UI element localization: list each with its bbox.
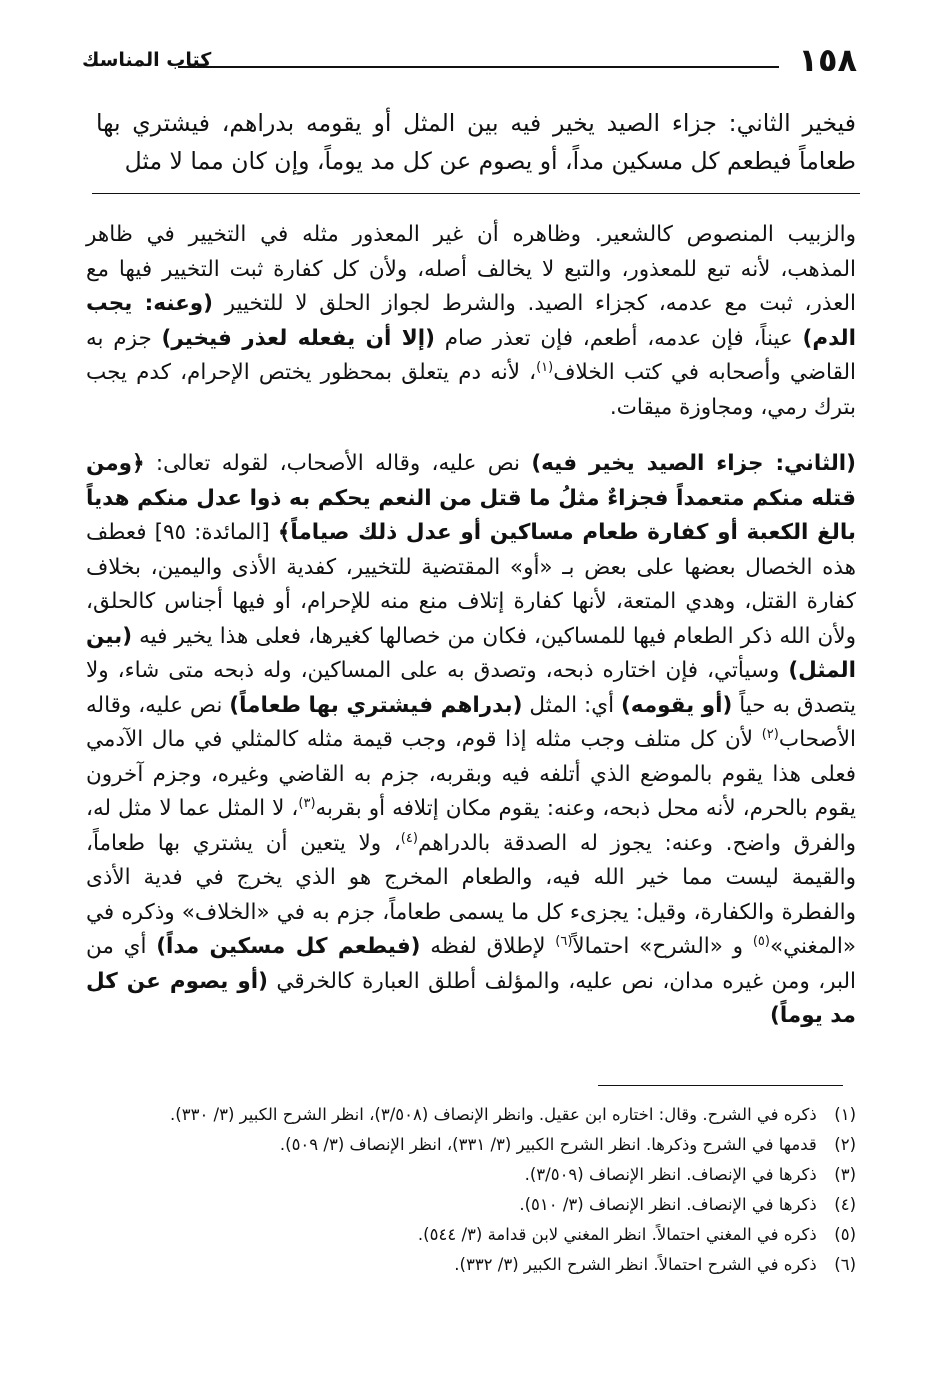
footnote-text: ذكرها في الإنصاف. انظر الإنصاف (٣/ ٥١٠).	[519, 1195, 817, 1214]
bold-run: (الثاني: جزاء الصيد يخير فيه)	[531, 451, 856, 476]
text-run: نص عليه، وقاله الأصحاب، لقوله تعالى:	[144, 451, 532, 476]
page-header	[82, 40, 857, 80]
footnote-number: (٢)	[834, 1135, 856, 1154]
text-run: عيناً، فإن عدمه، أطعم، فإن تعذر صام	[434, 325, 803, 351]
footnote-ref: (١)	[536, 359, 554, 375]
footnote-item	[96, 1250, 856, 1280]
footnote-ref: (٤)	[400, 830, 418, 846]
footnote-number: (٤)	[834, 1195, 856, 1214]
text-run: ، ولا يتعين أن يشتري بها طعاماً، والقيمة ليست مما خير الله فيه، والطعام المخرج هو الذي يخرج في فدية الأذى والفطرة والكفارة، وقيل: يجزىء كل ما يسمى طعاماً، جزم به في «الخلاف» وذكره في «المغني»	[86, 830, 857, 959]
text-run: لإطلاق لفظه	[420, 934, 556, 959]
footnote-item	[96, 1160, 856, 1190]
footnote-ref: (٦)	[555, 933, 573, 949]
text-run: لأن كل متلف وجب مثله إذا قوم، وجب قيمة مثله كالمثلي في مال الآدمي فعلى هذا يقوم بالموضع الذي أتلفه فيه وبقربه، جزم به القاضي وغيره، وجزم آخرون يقوم بالحرم، لأنه محل ذبحه، وعنه: يقوم مكان إتلافه أو بقربه	[86, 727, 856, 821]
bold-run: (بدراهم فيشتري بها طعاماً)	[229, 692, 523, 718]
text-run: أي من البر، ومن غيره مدان، نص عليه، والمؤلف أطلق العبارة كالخرقي	[86, 934, 857, 994]
text-run: نص عليه، وقاله الأصحاب	[86, 692, 856, 752]
bold-run: (فيطعم كل مسكين مداً)	[156, 934, 421, 959]
quran-verse: ﴿ومن قتله منكم متعمداً فجزاءٌ مثلُ ما قتل من النعم يحكم به ذوا عدل منكم هدياً بالغ الكعبة أو كفارة طعام مساكين أو عدل ذلك صياماً﴾	[86, 451, 857, 545]
footnote-ref: (٣)	[298, 795, 316, 811]
footnote-text: ذكره في الشرح احتمالاً. انظر الشرح الكبير (٣/ ٣٣٢).	[454, 1255, 817, 1274]
footnote-item	[96, 1100, 856, 1130]
footnote-text: قدمها في الشرح وذكرها. انظر الشرح الكبير (٣/ ٣٣١)، انظر الإنصاف (٣/ ٥٠٩).	[279, 1135, 817, 1154]
matn-text: فيخير الثاني: جزاء الصيد يخير فيه بين المثل أو يقومه بدراهم، فيشتري بها طعاماً فيطعم كل مسكين مداً، أو يصوم عن كل مد يوماً، وإن كان مما لا مثل	[96, 109, 856, 175]
footnote-number: (٦)	[834, 1255, 856, 1274]
footnote-ref: (٥)	[752, 933, 770, 949]
footnote-rule	[598, 1085, 843, 1086]
bold-run: (أو يصوم عن كل مد يوماً)	[86, 968, 856, 1028]
footnote-number: (٣)	[834, 1165, 856, 1184]
text-run: جزم به القاضي وأصحابه في كتب الخلاف	[86, 325, 856, 385]
bold-run: (أو يقومه)	[620, 692, 733, 718]
matn-divider	[92, 193, 860, 194]
footnote-text: ذكره في المغني احتمالاً. انظر المغني لابن قدامة (٣/ ٥٤٤).	[417, 1225, 817, 1244]
bold-run: (وعنه: يجب الدم)	[86, 291, 856, 351]
running-title: كتاب المناسك	[82, 49, 212, 71]
bold-run: (إلا أن يفعله لعذر فيخير)	[161, 325, 435, 351]
header-rule	[178, 66, 779, 68]
footnote-number: (٥)	[834, 1225, 856, 1244]
footnote-number: (١)	[834, 1105, 856, 1124]
text-run: ، لأنه دم يتعلق بمحظور يختص الإحرام، كدم يجب بترك رمي، ومجاوزة ميقات.	[86, 360, 856, 420]
footnotes	[96, 1100, 856, 1280]
bold-run: (بين المثل)	[86, 623, 856, 683]
text-run: أي: المثل	[522, 692, 621, 718]
text-run: ، لا المثل عما لا مثل له، والفرق واضح. وعنه: يجوز له الصدقة بالدراهم	[86, 796, 856, 856]
commentary	[86, 218, 856, 1034]
text-run: والزبيب المنصوص كالشعير. وظاهره أن غير المعذور مثله في التخيير في ظاهر المذهب، لأنه تبع للمعذور، والتبع لا يخالف أصله، ولأن كل كفارة ثبت التخيير فيها مع العذر، ثبت مع عدمه، كجزاء الصيد. والشرط لجواز الحلق لا للتخيير	[86, 222, 857, 316]
text-run: [المائدة: ٩٥] فعطف هذه الخصال بعضها على بعض بـ «أو» المقتضية للتخيير، كفدية الأذى واليمين، بخلاف كفارة القتل، وهدي المتعة، لأنها كفارة إتلاف منع منه للإحرام، أو فيها أجناس كالحلق، ولأن الله ذكر الطعام فيها للمساكين، فكان من خصالها كغيرها، فعلى هذا يخير فيه	[86, 520, 856, 649]
footnote-text: ذكرها في الإنصاف. انظر الإنصاف (٣/٥٠٩).	[524, 1165, 817, 1184]
commentary-paragraph-1	[86, 218, 856, 425]
footnote-item	[96, 1190, 856, 1220]
footnote-item	[96, 1130, 856, 1160]
page-number: ١٥٨	[798, 41, 857, 79]
footnote-text: ذكره في الشرح. وقال: اختاره ابن عقيل. وانظر الإنصاف (٣/٥٠٨)، انظر الشرح الكبير (٣/ ٣٣٠).	[170, 1105, 817, 1124]
text-run: و «الشرح» احتمالاً	[572, 934, 753, 959]
footnote-item	[96, 1220, 856, 1250]
footnote-ref: (٢)	[761, 726, 779, 742]
commentary-paragraph-2	[86, 447, 856, 1034]
text-run: وسيأتي، فإن اختاره ذبحه، وتصدق به على المساكين، وله ذبحه متى شاء، ولا يتصدق به حياً	[86, 658, 857, 718]
